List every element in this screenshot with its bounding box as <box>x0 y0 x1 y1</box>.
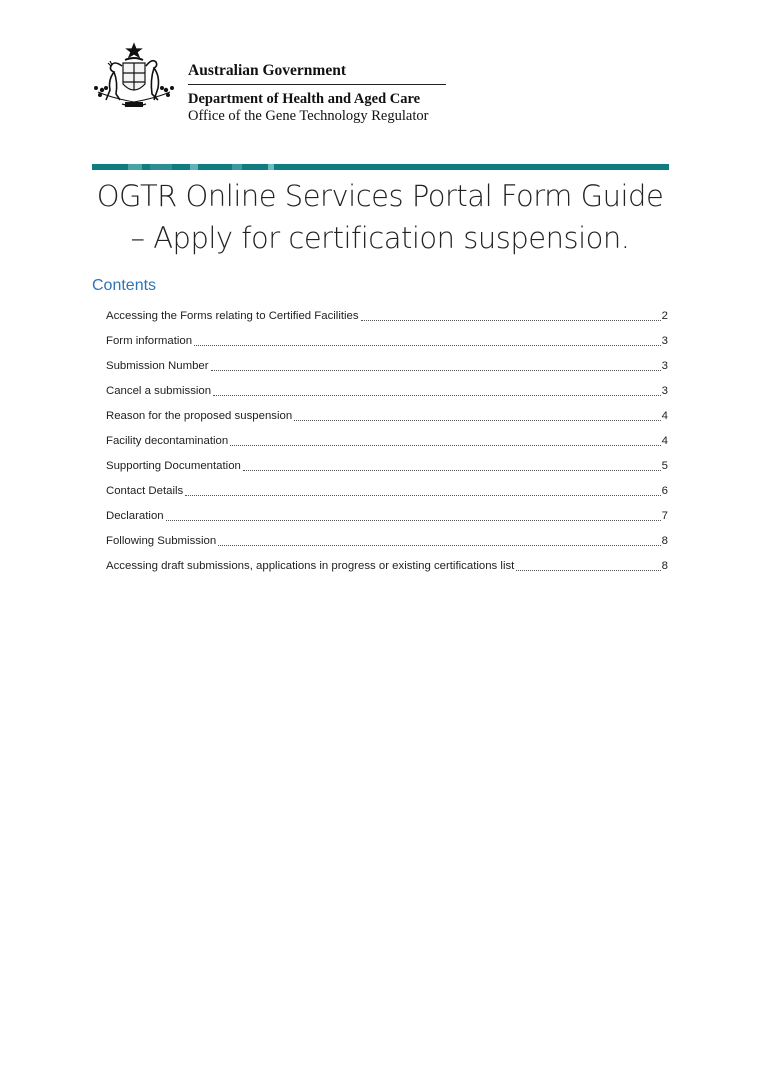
office-name: Office of the Gene Technology Regulator <box>188 108 429 124</box>
document-title <box>60 175 700 259</box>
toc-page-number: 3 <box>661 385 668 397</box>
toc-entry-text[interactable]: Facility decontamination <box>106 435 229 447</box>
toc-page-number: 4 <box>661 435 668 447</box>
toc-entry-text[interactable]: Accessing the Forms relating to Certified Facilities <box>106 310 359 322</box>
government-name: Australian Government <box>188 62 347 79</box>
contents-heading: Contents <box>92 277 157 294</box>
toc-entry-text[interactable]: Reason for the proposed suspension <box>106 410 293 422</box>
toc-dot-leader <box>185 494 660 496</box>
toc-page-number: 2 <box>661 310 668 322</box>
toc-dot-leader <box>194 344 661 346</box>
toc-entry-text[interactable]: Following Submission <box>106 535 217 547</box>
teal-divider-band <box>92 164 669 170</box>
toc-dot-leader <box>230 444 660 446</box>
toc-entry-text[interactable]: Declaration <box>106 510 164 522</box>
toc-entry[interactable] <box>106 450 668 475</box>
coat-of-arms-icon <box>92 42 176 112</box>
toc-entry[interactable] <box>106 500 668 525</box>
toc-entry[interactable] <box>106 300 668 325</box>
toc-entry-text[interactable]: Supporting Documentation <box>106 460 241 472</box>
toc-dot-leader <box>516 569 660 571</box>
toc-dot-leader <box>294 419 660 421</box>
toc-page-number: 3 <box>661 360 668 372</box>
toc-page-number: 5 <box>661 460 668 472</box>
toc-entry[interactable] <box>106 400 668 425</box>
toc-entry[interactable] <box>106 350 668 375</box>
toc-dot-leader <box>213 394 661 396</box>
toc-entry-text[interactable]: Form information <box>106 335 193 347</box>
toc-page-number: 8 <box>661 560 668 572</box>
toc-dot-leader <box>243 469 661 471</box>
toc-dot-leader <box>211 369 661 371</box>
toc-page-number: 8 <box>661 535 668 547</box>
toc-entry-text[interactable]: Cancel a submission <box>106 385 212 397</box>
toc-dot-leader <box>166 519 661 521</box>
toc-entry[interactable] <box>106 425 668 450</box>
toc-entry-text[interactable]: Accessing draft submissions, applications in progress or existing certifications list <box>106 560 515 572</box>
table-of-contents <box>106 300 668 575</box>
title-line-2: – Apply for certification suspension. <box>130 221 630 255</box>
toc-page-number: 6 <box>661 485 668 497</box>
department-name: Department of Health and Aged Care <box>188 91 421 107</box>
toc-entry[interactable] <box>106 550 668 575</box>
toc-entry-text[interactable]: Contact Details <box>106 485 184 497</box>
toc-entry[interactable] <box>106 525 668 550</box>
toc-entry[interactable] <box>106 375 668 400</box>
toc-page-number: 7 <box>661 510 668 522</box>
toc-dot-leader <box>361 319 661 321</box>
title-line-1: OGTR Online Services Portal Form Guide <box>96 179 664 213</box>
toc-entry[interactable] <box>106 475 668 500</box>
branding-divider <box>188 84 446 85</box>
toc-page-number: 3 <box>661 335 668 347</box>
government-branding <box>188 62 450 125</box>
toc-page-number: 4 <box>661 410 668 422</box>
toc-dot-leader <box>218 544 660 546</box>
toc-entry[interactable] <box>106 325 668 350</box>
toc-entry-text[interactable]: Submission Number <box>106 360 209 372</box>
